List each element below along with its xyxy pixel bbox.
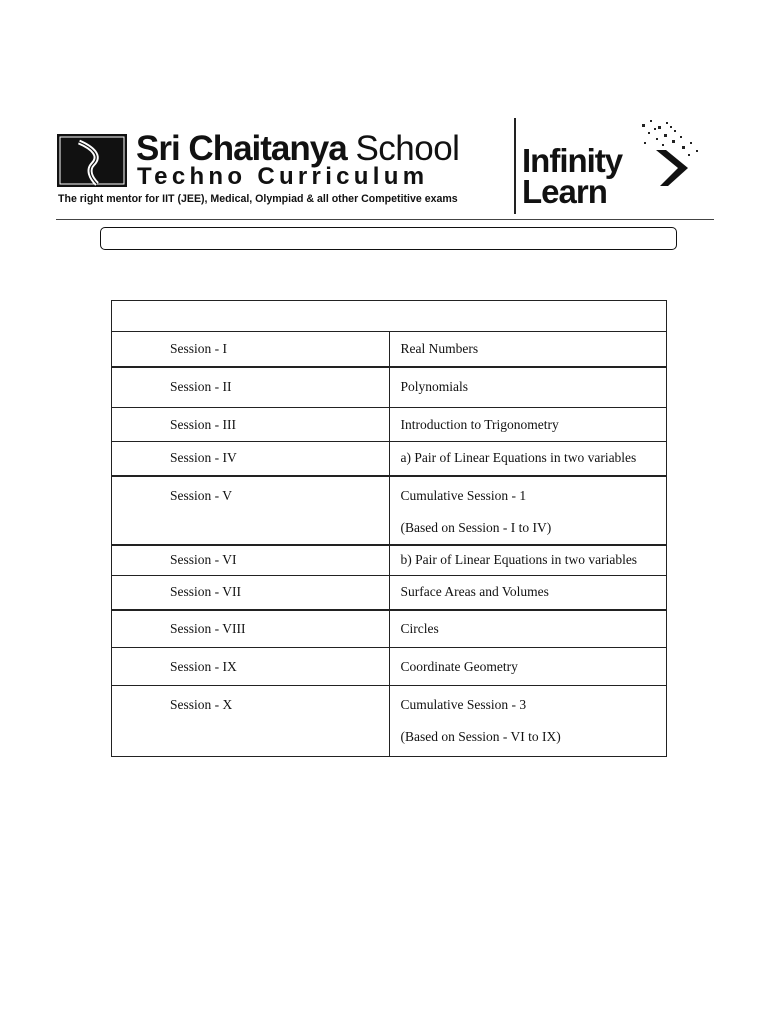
topic-cell: Circles: [389, 610, 667, 648]
session-cell: Session - III: [112, 408, 390, 442]
topic-cell: b) Pair of Linear Equations in two variables: [389, 545, 667, 576]
session-schedule-table: [111, 300, 667, 757]
header-divider: [514, 118, 516, 214]
table-row: [112, 332, 667, 367]
school-name-bold: Sri Chaitanya: [136, 129, 347, 168]
table-row: [112, 408, 667, 442]
topic-cell: Introduction to Trigonometry: [389, 408, 667, 442]
table-row: [112, 648, 667, 686]
school-name-regular: School: [355, 129, 460, 168]
session-cell: Session - I: [112, 332, 390, 367]
session-cell: Session - X: [112, 686, 390, 757]
chevron-right-icon: [620, 116, 710, 196]
infinity-learn-line1: Infinity: [522, 142, 623, 179]
topic-cell: Real Numbers: [389, 332, 667, 367]
school-logo: [57, 134, 127, 187]
table-row: [112, 367, 667, 408]
topic-cell: Surface Areas and Volumes: [389, 576, 667, 610]
table-header-row: [112, 301, 667, 332]
infinity-learn-line2: Learn: [522, 173, 607, 210]
title-bar: [100, 227, 677, 250]
school-tagline: The right mentor for IIT (JEE), Medical, Olympiad & all other Competitive exams: [58, 193, 458, 205]
topic-text: Cumulative Session - 3: [400, 697, 527, 712]
session-cell: Session - II: [112, 367, 390, 408]
page-header: [0, 0, 768, 222]
table-row: [112, 476, 667, 545]
session-cell: Session - IV: [112, 442, 390, 476]
curriculum-name: Techno Curriculum: [137, 163, 429, 190]
table-header-cell: [112, 301, 667, 332]
road-icon: [57, 134, 127, 187]
topic-note: (Based on Session - I to IV): [400, 519, 552, 535]
topic-note: (Based on Session - VI to IX): [400, 729, 561, 744]
table-row: [112, 442, 667, 476]
table-row: [112, 610, 667, 648]
topic-text: Cumulative Session - 1: [400, 487, 527, 503]
table-row: [112, 576, 667, 610]
topic-cell: [389, 686, 667, 757]
session-cell: Session - VII: [112, 576, 390, 610]
header-rule: [56, 219, 714, 220]
session-cell: Session - VI: [112, 545, 390, 576]
table-row: [112, 686, 667, 757]
infinity-learn-logo: [522, 142, 623, 210]
session-cell: Session - V: [112, 476, 390, 545]
session-cell: Session - VIII: [112, 610, 390, 648]
topic-cell: [389, 476, 667, 545]
session-cell: Session - IX: [112, 648, 390, 686]
topic-cell: Polynomials: [389, 367, 667, 408]
topic-cell: Coordinate Geometry: [389, 648, 667, 686]
table-row: [112, 545, 667, 576]
topic-cell: a) Pair of Linear Equations in two variables: [389, 442, 667, 476]
